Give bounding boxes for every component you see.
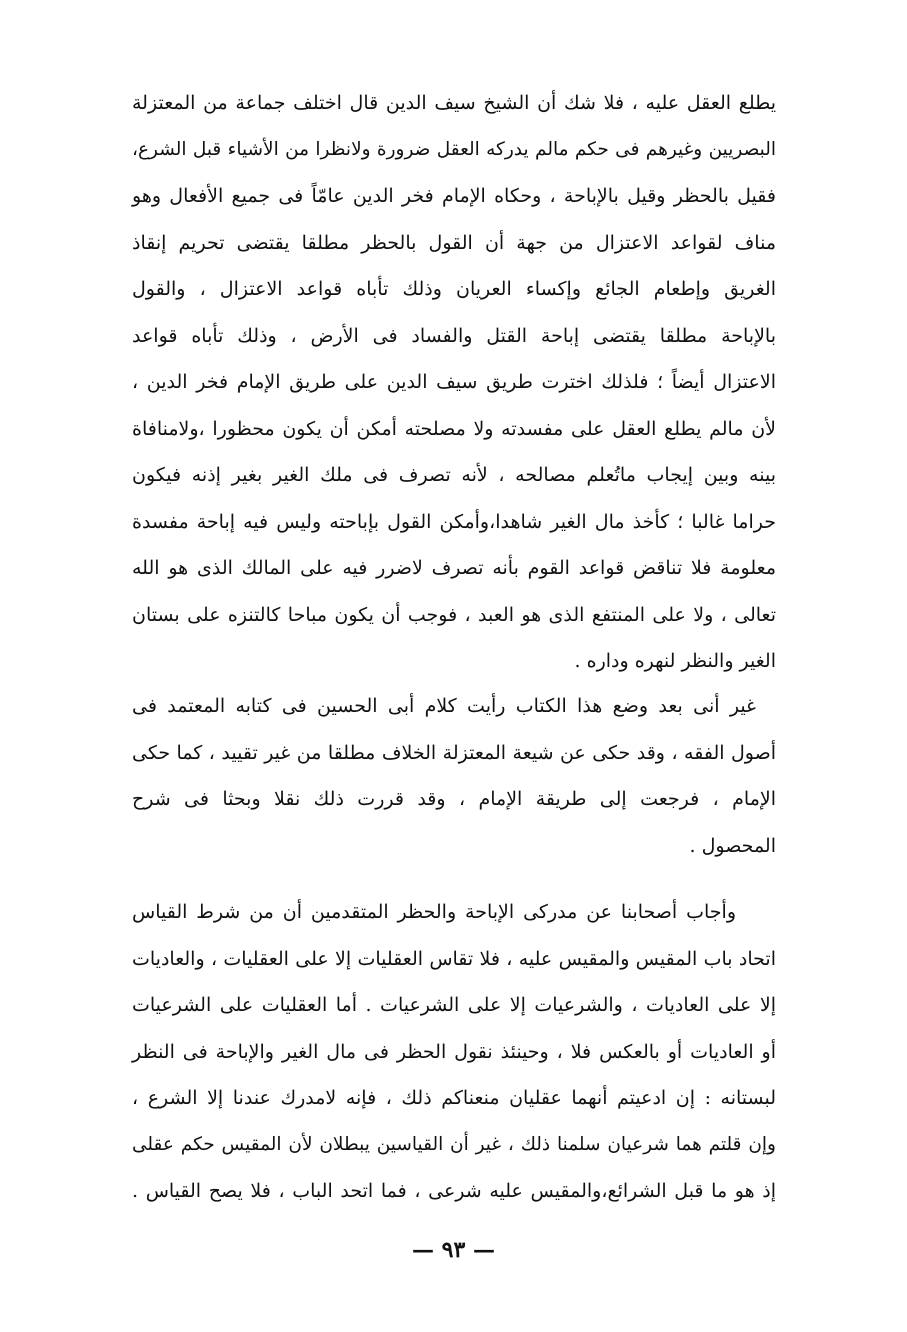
text-line: غير أنى بعد وضع هذا الكتاب رأيت كلام أبى الحسين فى كتابه المعتمد فى: [132, 695, 756, 717]
paragraph-2: [132, 683, 776, 869]
text-line: يطلع العقل عليه ، فلا شك أن الشيخ سيف الدين قال اختلف جماعة من المعتزلة: [132, 92, 776, 114]
text-line: البصريين وغيرهم فى حكم مالم يدركه العقل ضرورة ولانظرا من الأشياء قبل الشرع،: [132, 138, 776, 160]
text-line: بينه وبين إيجاب ماتُعلم مصالحه ، لأنه تصرف فى ملك الغير بغير إذنه فيكون: [132, 464, 776, 486]
paragraph-3: [132, 889, 776, 1215]
page-number: — ٩٣ —: [412, 1237, 495, 1263]
text-line: بالإباحة مطلقا يقتضى إباحة القتل والفساد فى الأرض ، وذلك تأباه قواعد: [132, 324, 776, 347]
text-line: إذ هو ما قبل الشرائع،والمقيس عليه شرعى ، فما اتحد الباب ، فلا يصح القياس .: [132, 1180, 776, 1202]
text-line: لبستانه : إن ادعيتم أنهما عقليان منعناكم ذلك ، فإنه لامدرك عندنا إلا الشرع ،: [132, 1087, 776, 1109]
text-line: حراما غالبا ؛ كأخذ مال الغير شاهدا،وأمكن القول بإباحته وليس فيه إباحة مفسدة: [132, 510, 776, 533]
text-line: فقيل بالحظر وقيل بالإباحة ، وحكاه الإمام فخر الدين عامّاً فى جميع الأفعال وهو: [132, 185, 776, 207]
text-line: إلا على العاديات ، والشرعيات إلا على الشرعيات . أما العقليات على الشرعيات: [132, 994, 776, 1016]
text-line: الغريق وإطعام الجائع وإكساء العريان وذلك تأباه قواعد الاعتزال ، والقول: [132, 278, 776, 300]
text-line: أو العاديات أو بالعكس فلا ، وحينئذ نقول الحظر فى مال الغير والإباحة فى النظر: [132, 1040, 776, 1063]
text-line: الغير والنظر لنهره وداره .: [574, 650, 776, 672]
text-line: مناف لقواعد الاعتزال من جهة أن القول بالحظر مطلقا يقتضى تحريم إنقاذ: [132, 231, 776, 254]
paragraph-1: [132, 80, 776, 685]
text-line: وأجاب أصحابنا عن مدركى الإباحة والحظر المتقدمين أن من شرط القياس: [132, 901, 736, 923]
text-line: وإن قلتم هما شرعيان سلمنا ذلك ، غير أن القياسين يبطلان لأن المقيس حكم عقلى: [132, 1133, 776, 1155]
text-line: تعالى ، ولا على المنتفع الذى هو العبد ، فوجب أن يكون مباحا كالتنزه على بستان: [132, 603, 776, 626]
text-line: أصول الفقه ، وقد حكى عن شيعة المعتزلة الخلاف مطلقا من غير تقييد ، كما حكى: [132, 741, 776, 764]
text-line: معلومة فلا تناقض قواعد القوم بأنه تصرف لاضرر فيه على المالك الذى هو الله: [132, 557, 776, 579]
text-line: الاعتزال أيضاً ؛ فلذلك اخترت طريق سيف الدين على طريق الإمام فخر الدين ،: [132, 371, 776, 393]
text-line: الإمام ، فرجعت إلى طريقة الإمام ، وقد قررت ذلك نقلا وبحثا فى شرح: [132, 788, 776, 810]
text-line: لأن مالم يطلع العقل على مفسدته ولا مصلحته أمكن أن يكون محظورا ،ولامنافاة: [132, 417, 776, 440]
text-line: اتحاد باب المقيس والمقيس عليه ، فلا تقاس العقليات إلا على العقليات ، والعاديات: [132, 947, 776, 970]
text-line: المحصول .: [689, 834, 776, 857]
